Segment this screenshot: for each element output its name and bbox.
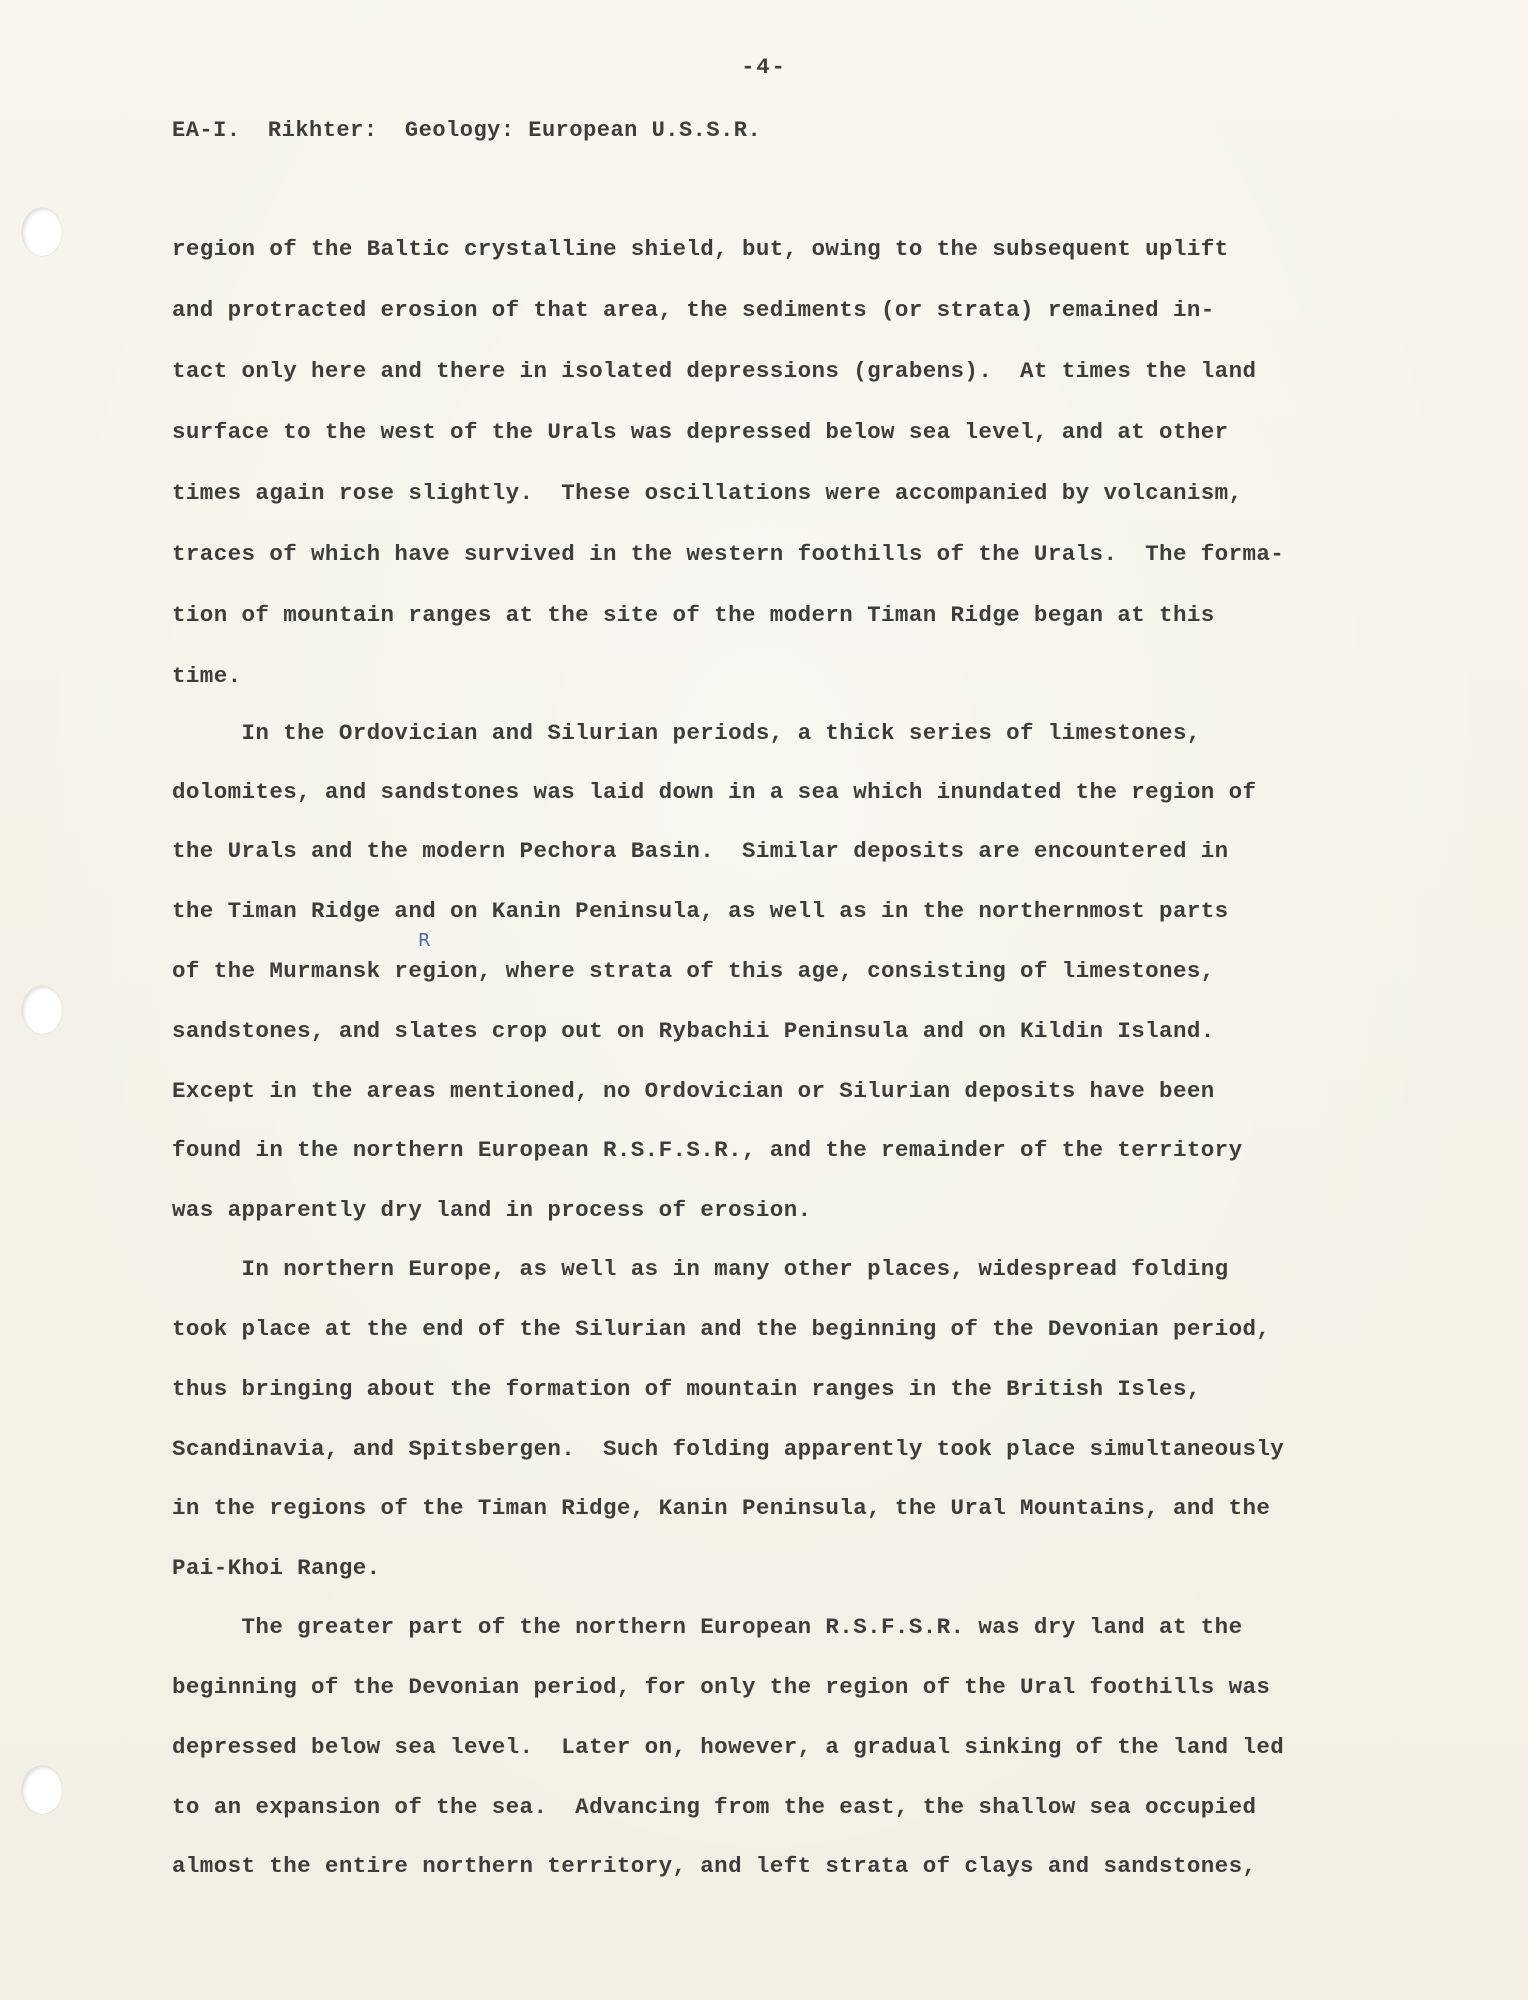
- handwritten-correction: R: [418, 930, 431, 951]
- text-line: found in the northern European R.S.F.S.R., and the remainder of the territory: [172, 1137, 1243, 1163]
- text-line: of the Murmansk region, where strata of this age, consisting of limestones,: [172, 958, 1215, 984]
- text-line: region of the Baltic crystalline shield, but, owing to the subsequent uplift: [172, 236, 1229, 262]
- text-line: beginning of the Devonian period, for only the region of the Ural foothills was: [172, 1674, 1271, 1700]
- running-header: EA-I. Rikhter: Geology: European U.S.S.R.: [172, 118, 762, 143]
- text-line: In the Ordovician and Silurian periods, a thick series of limestones,: [172, 720, 1201, 746]
- text-line: to an expansion of the sea. Advancing from the east, the shallow sea occupied: [172, 1794, 1257, 1820]
- text-line: time.: [172, 663, 242, 689]
- text-line: surface to the west of the Urals was depressed below sea level, and at other: [172, 419, 1229, 445]
- punch-hole: [22, 208, 62, 256]
- punch-hole: [22, 986, 62, 1034]
- text-line: tion of mountain ranges at the site of the modern Timan Ridge began at this: [172, 602, 1215, 628]
- text-line: thus bringing about the formation of mountain ranges in the British Isles,: [172, 1376, 1201, 1402]
- text-line: and protracted erosion of that area, the sediments (or strata) remained in-: [172, 297, 1215, 323]
- text-line: traces of which have survived in the western foothills of the Urals. The forma-: [172, 541, 1285, 567]
- text-line: took place at the end of the Silurian and the beginning of the Devonian period,: [172, 1316, 1271, 1342]
- text-line: tact only here and there in isolated depressions (grabens). At times the land: [172, 358, 1257, 384]
- text-line: almost the entire northern territory, and left strata of clays and sandstones,: [172, 1853, 1257, 1879]
- text-line: sandstones, and slates crop out on Rybachii Peninsula and on Kildin Island.: [172, 1018, 1215, 1044]
- text-line: times again rose slightly. These oscillations were accompanied by volcanism,: [172, 480, 1243, 506]
- text-line: was apparently dry land in process of erosion.: [172, 1197, 812, 1223]
- text-line: depressed below sea level. Later on, however, a gradual sinking of the land led: [172, 1734, 1285, 1760]
- text-line: dolomites, and sandstones was laid down in a sea which inundated the region of: [172, 779, 1257, 805]
- text-line: the Timan Ridge and on Kanin Peninsula, as well as in the northernmost parts: [172, 898, 1229, 924]
- text-line: Scandinavia, and Spitsbergen. Such folding apparently took place simultaneously: [172, 1436, 1285, 1462]
- text-line: In northern Europe, as well as in many other places, widespread folding: [172, 1256, 1229, 1282]
- text-line: The greater part of the northern European R.S.F.S.R. was dry land at the: [172, 1614, 1243, 1640]
- text-line: the Urals and the modern Pechora Basin. Similar deposits are encountered in: [172, 838, 1229, 864]
- text-line: Pai-Khoi Range.: [172, 1555, 381, 1581]
- punch-hole: [22, 1766, 62, 1814]
- text-line: Except in the areas mentioned, no Ordovician or Silurian deposits have been: [172, 1078, 1215, 1104]
- page-number: -4-: [741, 55, 787, 80]
- text-line: in the regions of the Timan Ridge, Kanin Peninsula, the Ural Mountains, and the: [172, 1495, 1271, 1521]
